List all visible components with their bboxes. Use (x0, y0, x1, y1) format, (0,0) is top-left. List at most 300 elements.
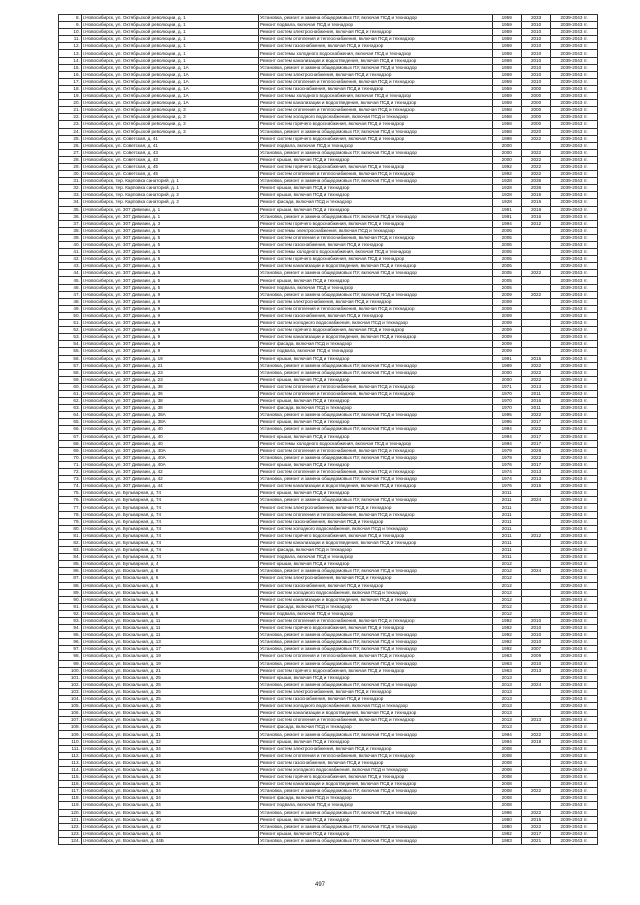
address-cell: г.Новосибирск, тер. Карповка санаторий, д. 1 (81, 185, 258, 192)
built-year-cell: 2009 (492, 298, 521, 305)
last-repair-year-cell: 2026 (521, 447, 550, 454)
address-cell: г.Новосибирск, ул. Октябрьской революции, д. 1 (81, 15, 258, 22)
built-year-cell: 1983 (492, 837, 521, 844)
work-type-cell: Ремонт систем электроснабжения, включая ПСД и технадзор (258, 688, 492, 695)
last-repair-year-cell (521, 554, 550, 561)
work-type-cell: Ремонт крыши, включая ПСД и технадзор (258, 277, 492, 284)
work-type-cell: Ремонт крыши, включая ПСД и технадзор (258, 674, 492, 681)
table-row (59, 525, 598, 532)
planned-period-cell: 2039-2043 гг. (551, 426, 598, 433)
work-type-cell: Ремонт систем отопления и теплоснабжения, включая ПСД и технадзор (258, 171, 492, 178)
table-row (59, 752, 598, 759)
address-cell: г.Новосибирск, ул. 307 Дивизии, д. 9 (81, 305, 258, 312)
built-year-cell: 2009 (492, 341, 521, 348)
address-cell: г.Новосибирск, ул. 307 Дивизии, д. 5 (81, 227, 258, 234)
work-type-cell: Ремонт крыши, включая ПСД и технадзор (258, 433, 492, 440)
planned-period-cell: 2039-2043 гг. (551, 234, 598, 241)
built-year-cell: 1959 (492, 57, 521, 64)
planned-period-cell: 2039-2043 гг. (551, 660, 598, 667)
planned-period-cell: 2039-2043 гг. (551, 582, 598, 589)
table-row (59, 156, 598, 163)
address-cell: г.Новосибирск, ул. 307 Дивизии, д. 40 (81, 426, 258, 433)
work-type-cell: Установка, ремонт и замена общедомовых ПУ, включая ПСД и техназдор (258, 426, 492, 433)
table-row (59, 135, 598, 142)
last-repair-year-cell: 2016 (521, 206, 550, 213)
address-cell: г.Новосибирск, ул. Вокзальная, д. 17 (81, 646, 258, 653)
table-row (59, 440, 598, 447)
work-type-cell: Установка, ремонт и замена общедомовых ПУ, включая ПСД и техназдор (258, 476, 492, 483)
table-row (59, 227, 598, 234)
planned-period-cell: 2039-2043 гг. (551, 617, 598, 624)
work-type-cell: Ремонт систем отопления и теплоснабжения, включая ПСД и технадзор (258, 617, 492, 624)
row-number: 8. (59, 15, 82, 22)
table-row (59, 696, 598, 703)
row-number: 80. (59, 525, 82, 532)
address-cell: г.Новосибирск, ул. 307 Дивизии, д. 42 (81, 476, 258, 483)
row-number: 116. (59, 781, 82, 788)
built-year-cell: 1974 (492, 476, 521, 483)
built-year-cell: 1974 (492, 469, 521, 476)
work-type-cell: Ремонт систем горячего водоснабжения, включая ПСД и технадзор (258, 625, 492, 632)
work-type-cell: Установка, ремонт и замена общедомовых ПУ, включая ПСД и техназдор (258, 128, 492, 135)
last-repair-year-cell (521, 674, 550, 681)
built-year-cell: 1992 (492, 171, 521, 178)
last-repair-year-cell: 2022 (521, 369, 550, 376)
work-type-cell: Ремонт систем отопления и теплоснабжения, включая ПСД и технадзор (258, 511, 492, 518)
table-row (59, 837, 598, 844)
row-number: 82. (59, 539, 82, 546)
table-row (59, 348, 598, 355)
work-type-cell: Ремонт систем отопления и теплоснабжения, включая ПСД и технадзор (258, 107, 492, 114)
planned-period-cell: 2039-2043 гг. (551, 199, 598, 206)
built-year-cell: 2008 (492, 745, 521, 752)
address-cell: г.Новосибирск, ул. 307 Дивизии, д. 9 (81, 341, 258, 348)
last-repair-year-cell: 2022 (521, 270, 550, 277)
built-year-cell: 2008 (492, 752, 521, 759)
address-cell: г.Новосибирск, ул. Октябрьской революции, д. 1 (81, 22, 258, 29)
work-type-cell: Ремонт фасада, включая ПСД и технадзор (258, 405, 492, 412)
row-number: 122. (59, 823, 82, 830)
work-type-cell: Ремонт систем газоснабжения, включая ПСД и технадзор (258, 242, 492, 249)
row-number: 62. (59, 398, 82, 405)
last-repair-year-cell (521, 802, 550, 809)
address-cell: г.Новосибирск, ул. Бульварная, д. 74 (81, 504, 258, 511)
table-row (59, 476, 598, 483)
last-repair-year-cell: 2022 (521, 149, 550, 156)
last-repair-year-cell (521, 348, 550, 355)
planned-period-cell: 2039-2043 гг. (551, 369, 598, 376)
last-repair-year-cell: 2022 (521, 156, 550, 163)
built-year-cell: 2009 (492, 320, 521, 327)
planned-period-cell: 2039-2043 гг. (551, 766, 598, 773)
address-cell: г.Новосибирск, ул. 307 Дивизии, д. 1 (81, 213, 258, 220)
planned-period-cell: 2039-2043 гг. (551, 185, 598, 192)
last-repair-year-cell (521, 256, 550, 263)
last-repair-year-cell: 2024 (521, 681, 550, 688)
row-number: 14. (59, 57, 82, 64)
work-type-cell: Ремонт систем холодного водоснабжения, включая ПСД и технадзор (258, 703, 492, 710)
last-repair-year-cell (521, 305, 550, 312)
built-year-cell: 2008 (492, 774, 521, 781)
planned-period-cell: 2039-2043 гг. (551, 107, 598, 114)
planned-period-cell: 2039-2043 гг. (551, 320, 598, 327)
planned-period-cell: 2039-2043 гг. (551, 745, 598, 752)
planned-period-cell: 2039-2043 гг. (551, 688, 598, 695)
work-type-cell: Ремонт систем отопления и теплоснабжения, включая ПСД и технадзор (258, 717, 492, 724)
address-cell: г.Новосибирск, ул. Вокзальная, д. 34 (81, 752, 258, 759)
table-row (59, 497, 598, 504)
last-repair-year-cell: 2036 (521, 185, 550, 192)
last-repair-year-cell (521, 688, 550, 695)
work-type-cell: Ремонт систем электроснабжения, включая ПСД и технадзор (258, 504, 492, 511)
built-year-cell: 2005 (492, 227, 521, 234)
built-year-cell: 2005 (492, 277, 521, 284)
address-cell: г.Новосибирск, ул. Октябрьской революции, д. 1А (81, 93, 258, 100)
row-number: 68. (59, 440, 82, 447)
row-number: 78. (59, 511, 82, 518)
table-row (59, 461, 598, 468)
address-cell: г.Новосибирск, ул. 307 Дивизии, д. 38А (81, 419, 258, 426)
planned-period-cell: 2039-2043 гг. (551, 36, 598, 43)
built-year-cell: 2011 (492, 518, 521, 525)
built-year-cell: 2011 (492, 532, 521, 539)
last-repair-year-cell: 2010 (521, 632, 550, 639)
planned-period-cell: 2039-2043 гг. (551, 469, 598, 476)
address-cell: г.Новосибирск, ул. Вокзальная, д. 6 (81, 582, 258, 589)
address-cell: г.Новосибирск, ул. 307 Дивизии, д. 9 (81, 327, 258, 334)
address-cell: г.Новосибирск, ул. Бульварная, д. 74 (81, 518, 258, 525)
work-type-cell: Ремонт систем горячего водоснабжения, включая ПСД и технадзор (258, 532, 492, 539)
address-cell: г.Новосибирск, ул. Советская, д. 43 (81, 156, 258, 163)
built-year-cell: 1958 (492, 128, 521, 135)
planned-period-cell: 2039-2043 гг. (551, 816, 598, 823)
work-type-cell: Ремонт систем отопления и теплоснабжения, включая ПСД и технадзор (258, 469, 492, 476)
address-cell: г.Новосибирск, ул. 307 Дивизии, д. 9 (81, 334, 258, 341)
built-year-cell: 1996 (492, 809, 521, 816)
table-row (59, 589, 598, 596)
address-cell: г.Новосибирск, ул. Вокзальная, д. 25 (81, 710, 258, 717)
table-row (59, 660, 598, 667)
last-repair-year-cell: 2010 (521, 639, 550, 646)
built-year-cell: 2011 (492, 525, 521, 532)
address-cell: г.Новосибирск, ул. Вокзальная, д. 34 (81, 745, 258, 752)
row-number: 16. (59, 71, 82, 78)
built-year-cell: 2013 (492, 703, 521, 710)
address-cell: г.Новосибирск, ул. Октябрьской революции, д. 1 (81, 57, 258, 64)
address-cell: г.Новосибирск, ул. 307 Дивизии, д. 40 (81, 440, 258, 447)
last-repair-year-cell (521, 227, 550, 234)
last-repair-year-cell: 2016 (521, 398, 550, 405)
table-row (59, 646, 598, 653)
address-cell: г.Новосибирск, ул. 307 Дивизии, д. 19 (81, 355, 258, 362)
work-type-cell: Ремонт систем горячего водоснабжения, включая ПСД и технадзор (258, 774, 492, 781)
built-year-cell: 2009 (492, 305, 521, 312)
built-year-cell: 1980 (492, 823, 521, 830)
planned-period-cell: 2039-2043 гг. (551, 759, 598, 766)
built-year-cell: 1991 (492, 206, 521, 213)
work-type-cell: Ремонт систем горячего водоснабжения, включая ПСД и технадзор (258, 163, 492, 170)
built-year-cell: 2008 (492, 781, 521, 788)
built-year-cell: 1992 (492, 625, 521, 632)
table-row (59, 398, 598, 405)
planned-period-cell: 2039-2043 гг. (551, 178, 598, 185)
table-row (59, 22, 598, 29)
built-year-cell: 1963 (492, 653, 521, 660)
work-type-cell: Установка, ремонт и замена общедомовых ПУ, включая ПСД и техназдор (258, 15, 492, 22)
address-cell: г.Новосибирск, ул. Бульварная, д. 4 (81, 561, 258, 568)
work-type-cell: Ремонт системы холодного водоснабжения, включая ПСД и технадзор (258, 50, 492, 57)
work-type-cell: Установка, ремонт и замена общедомовых ПУ, включая ПСД и техназдор (258, 568, 492, 575)
last-repair-year-cell (521, 603, 550, 610)
built-year-cell: 2000 (492, 376, 521, 383)
address-cell: г.Новосибирск, ул. Вокзальная, д. 34 (81, 802, 258, 809)
planned-period-cell: 2039-2043 гг. (551, 213, 598, 220)
built-year-cell: 2009 (492, 334, 521, 341)
row-number: 32. (59, 185, 82, 192)
table-row (59, 561, 598, 568)
last-repair-year-cell (521, 774, 550, 781)
last-repair-year-cell (521, 490, 550, 497)
last-repair-year-cell: 2012 (521, 532, 550, 539)
row-number: 119. (59, 802, 82, 809)
table-row (59, 774, 598, 781)
last-repair-year-cell: 2013 (521, 667, 550, 674)
last-repair-year-cell: 2022 (521, 809, 550, 816)
built-year-cell: 2008 (492, 795, 521, 802)
work-type-cell: Установка, ремонт и замена общедомовых ПУ, включая ПСД и техназдор (258, 731, 492, 738)
last-repair-year-cell: 2022 (521, 171, 550, 178)
row-number: 46. (59, 284, 82, 291)
last-repair-year-cell (521, 795, 550, 802)
row-number: 56. (59, 355, 82, 362)
built-year-cell: 1959 (492, 93, 521, 100)
row-number: 27. (59, 149, 82, 156)
address-cell: г.Новосибирск, ул. Вокзальная, д. 11 (81, 617, 258, 624)
last-repair-year-cell (521, 589, 550, 596)
work-type-cell: Установка, ремонт и замена общедомовых ПУ, включая ПСД и техназдор (258, 660, 492, 667)
last-repair-year-cell (521, 263, 550, 270)
built-year-cell: 1959 (492, 71, 521, 78)
row-number: 99. (59, 660, 82, 667)
planned-period-cell: 2039-2043 гг. (551, 334, 598, 341)
work-type-cell: Установка, ремонт и замена общедомовых ПУ, включая ПСД и техназдор (258, 632, 492, 639)
planned-period-cell: 2039-2043 гг. (551, 192, 598, 199)
row-number: 42. (59, 256, 82, 263)
table-row (59, 447, 598, 454)
built-year-cell: 2008 (492, 788, 521, 795)
built-year-cell: 1959 (492, 29, 521, 36)
work-type-cell: Установка, ремонт и замена общедомовых ПУ, включая ПСД и техназдор (258, 64, 492, 71)
address-cell: г.Новосибирск, ул. Вокзальная, д. 32 (81, 738, 258, 745)
table-row (59, 554, 598, 561)
address-cell: г.Новосибирск, ул. Октябрьской революции, д. 1А (81, 64, 258, 71)
row-number: 83. (59, 547, 82, 554)
row-number: 100. (59, 667, 82, 674)
last-repair-year-cell (521, 518, 550, 525)
work-type-cell: Ремонт систем газоснабжения, включая ПСД и технадзор (258, 85, 492, 92)
built-year-cell: 1992 (492, 639, 521, 646)
planned-period-cell: 2039-2043 гг. (551, 227, 598, 234)
address-cell: г.Новосибирск, ул. Октябрьской революции, д. 1А (81, 85, 258, 92)
row-number: 123. (59, 830, 82, 837)
built-year-cell: 2011 (492, 554, 521, 561)
address-cell: г.Новосибирск, ул. Октябрьской революции, д. 3 (81, 121, 258, 128)
last-repair-year-cell: 2010 (521, 617, 550, 624)
work-type-cell: Ремонт систем горячего водоснабжения, включая ПСД и технадзор (258, 135, 492, 142)
table-row (59, 199, 598, 206)
table-row (59, 632, 598, 639)
address-cell: г.Новосибирск, ул. Октябрьской революции, д. 1 (81, 36, 258, 43)
work-type-cell: Ремонт систем канализации и водоотведения, включая ПСД и технадзор (258, 57, 492, 64)
row-number: 49. (59, 305, 82, 312)
built-year-cell: 2005 (492, 256, 521, 263)
address-cell: г.Новосибирск, ул. 307 Дивизии, д. 9 (81, 348, 258, 355)
built-year-cell: 1971 (492, 383, 521, 390)
work-type-cell: Ремонт фасада, включая ПСД и технадзор (258, 795, 492, 802)
row-number: 94. (59, 625, 82, 632)
table-row (59, 298, 598, 305)
last-repair-year-cell (521, 242, 550, 249)
planned-period-cell: 2039-2043 гг. (551, 71, 598, 78)
last-repair-year-cell: 2011 (521, 405, 550, 412)
row-number: 121. (59, 816, 82, 823)
last-repair-year-cell: 2020 (521, 128, 550, 135)
last-repair-year-cell: 2022 (521, 788, 550, 795)
row-number: 17. (59, 78, 82, 85)
row-number: 37. (59, 220, 82, 227)
planned-period-cell: 2039-2043 гг. (551, 171, 598, 178)
last-repair-year-cell (521, 298, 550, 305)
table-row (59, 788, 598, 795)
built-year-cell: 1976 (492, 461, 521, 468)
planned-period-cell: 2039-2043 гг. (551, 383, 598, 390)
table-row (59, 412, 598, 419)
last-repair-year-cell (521, 561, 550, 568)
planned-period-cell: 2039-2043 гг. (551, 710, 598, 717)
work-type-cell: Ремонт крыши, включая ПСД и технадзор (258, 490, 492, 497)
work-type-cell: Ремонт систем канализации и водоотведения, включая ПСД и технадзор (258, 539, 492, 546)
planned-period-cell: 2039-2043 гг. (551, 809, 598, 816)
work-type-cell: Ремонт систем отопления и теплоснабжения, включая ПСД и технадзор (258, 390, 492, 397)
last-repair-year-cell: 2022 (521, 823, 550, 830)
last-repair-year-cell: 2022 (521, 163, 550, 170)
row-number: 120. (59, 809, 82, 816)
built-year-cell: 1970 (492, 390, 521, 397)
last-repair-year-cell: 2013 (521, 383, 550, 390)
last-repair-year-cell: 2015 (521, 816, 550, 823)
built-year-cell: 2013 (492, 717, 521, 724)
built-year-cell: 1959 (492, 85, 521, 92)
table-row (59, 291, 598, 298)
last-repair-year-cell: 2013 (521, 469, 550, 476)
planned-period-cell: 2039-2043 гг. (551, 121, 598, 128)
last-repair-year-cell: 2009 (521, 653, 550, 660)
planned-period-cell: 2039-2043 гг. (551, 653, 598, 660)
last-repair-year-cell (521, 547, 550, 554)
planned-period-cell: 2039-2043 гг. (551, 625, 598, 632)
address-cell: г.Новосибирск, ул. Вокзальная, д. 25 (81, 703, 258, 710)
last-repair-year-cell (521, 142, 550, 149)
table-row (59, 703, 598, 710)
table-row (59, 142, 598, 149)
table-row (59, 710, 598, 717)
last-repair-year-cell (521, 539, 550, 546)
work-type-cell: Ремонт систем горячего водоснабжения, включая ПСД и технадзор (258, 121, 492, 128)
built-year-cell: 1994 (492, 731, 521, 738)
built-year-cell: 2008 (492, 759, 521, 766)
last-repair-year-cell (521, 525, 550, 532)
address-cell: г.Новосибирск, ул. Бульварная, д. 74 (81, 547, 258, 554)
address-cell: г.Новосибирск, ул. 307 Дивизии, д. 9 (81, 291, 258, 298)
table-row (59, 312, 598, 319)
address-cell: г.Новосибирск, ул. Вокзальная, д. 34 (81, 788, 258, 795)
planned-period-cell: 2039-2043 гг. (551, 43, 598, 50)
planned-period-cell: 2039-2043 гг. (551, 405, 598, 412)
table-row (59, 816, 598, 823)
built-year-cell: 2005 (492, 270, 521, 277)
planned-period-cell: 2039-2043 гг. (551, 362, 598, 369)
work-type-cell: Ремонт системы холодного водоснабжения, включая ПСД и технадзор (258, 93, 492, 100)
planned-period-cell: 2039-2043 гг. (551, 476, 598, 483)
table-row (59, 107, 598, 114)
capital-repair-table (58, 14, 598, 845)
work-type-cell: Ремонт систем холодного водоснабжения, включая ПСД и технадзор (258, 320, 492, 327)
planned-period-cell: 2039-2043 гг. (551, 504, 598, 511)
last-repair-year-cell (521, 511, 550, 518)
last-repair-year-cell: 2033 (521, 15, 550, 22)
table-row (59, 731, 598, 738)
last-repair-year-cell (521, 234, 550, 241)
planned-period-cell: 2039-2043 гг. (551, 50, 598, 57)
built-year-cell: 2009 (492, 312, 521, 319)
table-row (59, 36, 598, 43)
address-cell: г.Новосибирск, ул. 307 Дивизии, д. 9 (81, 320, 258, 327)
table-row (59, 781, 598, 788)
planned-period-cell: 2039-2043 гг. (551, 483, 598, 490)
row-number: 13. (59, 50, 82, 57)
table-row (59, 795, 598, 802)
built-year-cell: 2011 (492, 497, 521, 504)
work-type-cell: Установка, ремонт и замена общедомовых ПУ, включая ПСД и техназдор (258, 837, 492, 844)
built-year-cell: 2009 (492, 348, 521, 355)
row-number: 47. (59, 291, 82, 298)
last-repair-year-cell: 2010 (521, 22, 550, 29)
planned-period-cell: 2039-2043 гг. (551, 142, 598, 149)
table-row (59, 639, 598, 646)
table-row (59, 128, 598, 135)
table-row (59, 667, 598, 674)
work-type-cell: Ремонт систем холодного водоснабжения, включая ПСД и технадзор (258, 525, 492, 532)
planned-period-cell: 2039-2043 гг. (551, 547, 598, 554)
row-number: 117. (59, 788, 82, 795)
address-cell: г.Новосибирск, ул. Бульварная, д. 74 (81, 525, 258, 532)
work-type-cell: Ремонт систем электроснабжения, включая ПСД и технадзор (258, 29, 492, 36)
work-type-cell: Ремонт систем отопления и теплоснабжения, включая ПСД и технадзор (258, 752, 492, 759)
work-type-cell: Установка, ремонт и замена общедомовых ПУ, включая ПСД и техназдор (258, 178, 492, 185)
address-cell: г.Новосибирск, ул. Октябрьской революции, д. 3 (81, 114, 258, 121)
planned-period-cell: 2039-2043 гг. (551, 284, 598, 291)
work-type-cell: Ремонт подвала, включая ПСД и технадзор (258, 22, 492, 29)
address-cell: г.Новосибирск, ул. 307 Дивизии, д. 36 (81, 383, 258, 390)
table-row (59, 213, 598, 220)
planned-period-cell: 2039-2043 гг. (551, 497, 598, 504)
work-type-cell: Ремонт крыши, включая ПСД и технадзор (258, 376, 492, 383)
row-number: 55. (59, 348, 82, 355)
last-repair-year-cell (521, 710, 550, 717)
work-type-cell: Ремонт фасада, включая ПСД и технадзор (258, 547, 492, 554)
built-year-cell: 1992 (492, 163, 521, 170)
work-type-cell: Ремонт систем отопления и теплоснабжения, включая ПСД и технадзор (258, 36, 492, 43)
